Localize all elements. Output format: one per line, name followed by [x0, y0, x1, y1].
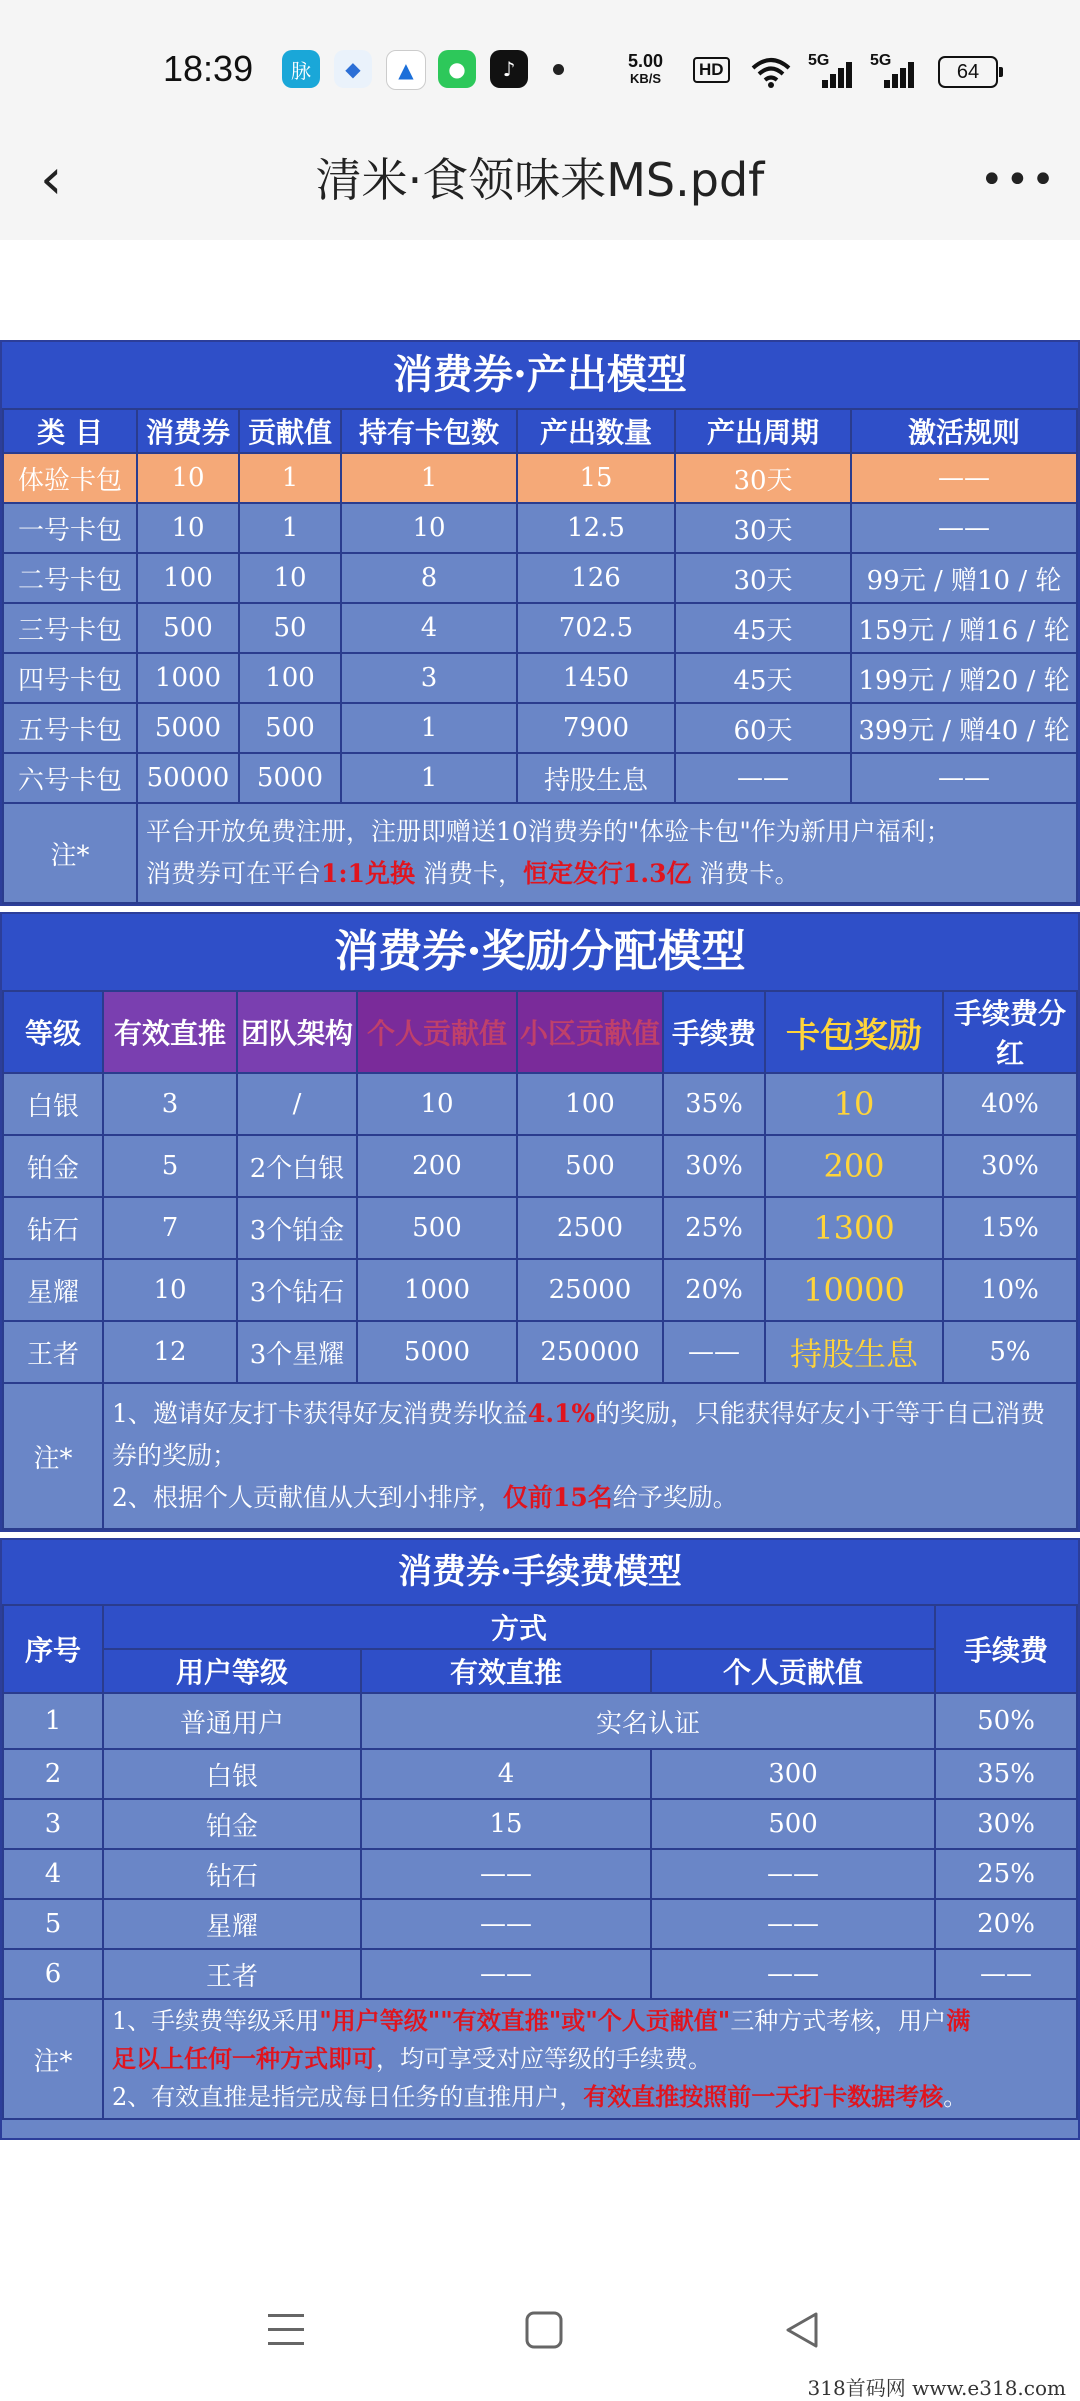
note-fragment: 2、根据个人贡献值从大到小排序，	[112, 1483, 503, 1512]
table-cell: 1000	[137, 653, 239, 703]
table-cell: 王者	[103, 1949, 361, 1999]
table-cell: 10	[239, 553, 341, 603]
table-cell: 99元 / 赠10 / 轮	[851, 553, 1077, 603]
table-cell: 500	[651, 1799, 935, 1849]
column-header: 个人贡献值	[357, 991, 517, 1073]
table-cell: 持股生息	[765, 1321, 943, 1383]
table-cell: 1	[341, 753, 517, 803]
note-label: 注*	[3, 1383, 103, 1529]
back-triangle-icon[interactable]	[782, 2310, 822, 2350]
note-highlight: 恒定发行1.3亿	[523, 859, 692, 888]
note-line	[112, 2040, 1068, 2078]
table-cell: ——	[651, 1899, 935, 1949]
network-type: 5G	[808, 52, 830, 69]
table-cell: 45天	[675, 603, 851, 653]
table-cell: 45天	[675, 653, 851, 703]
table-cell: 王者	[3, 1321, 103, 1383]
table-cell: 200	[765, 1135, 943, 1197]
hd-icon: HD	[693, 57, 730, 83]
table-cell: 10000	[765, 1259, 943, 1321]
table-cell: 3	[3, 1799, 103, 1849]
table-cell: 一号卡包	[3, 503, 137, 553]
app-notification-icon: ◆	[334, 50, 372, 88]
table-cell: 持股生息	[517, 753, 675, 803]
reward-model-section	[0, 912, 1080, 1532]
table-cell: 四号卡包	[3, 653, 137, 703]
status-bar	[0, 0, 1080, 130]
table-cell: ——	[851, 453, 1077, 503]
table-cell: 30天	[675, 553, 851, 603]
signal-icon	[820, 60, 856, 88]
fee-model-table	[2, 1604, 1078, 2120]
pdf-page	[0, 340, 1080, 2140]
column-header: 个人贡献值	[651, 1649, 935, 1693]
status-time: 18:39	[163, 48, 254, 89]
table-cell: 30%	[943, 1135, 1077, 1197]
table-cell: 5000	[137, 703, 239, 753]
table-cell: ——	[651, 1949, 935, 1999]
table-cell: 钻石	[3, 1197, 103, 1259]
table-cell: 六号卡包	[3, 753, 137, 803]
table-cell: 199元 / 赠20 / 轮	[851, 653, 1077, 703]
table-cell: 50%	[935, 1693, 1077, 1749]
table-cell: ——	[651, 1849, 935, 1899]
table-row	[3, 1949, 1077, 1999]
app-notification-icon: 脉	[282, 50, 320, 88]
table-cell: 三号卡包	[3, 603, 137, 653]
table-cell: 5000	[357, 1321, 517, 1383]
table-cell: ——	[361, 1899, 651, 1949]
table-cell: 702.5	[517, 603, 675, 653]
table-cell: 12.5	[517, 503, 675, 553]
app-notification-icon: ▲	[386, 50, 426, 90]
note-fragment: 。	[943, 2083, 968, 2111]
section-title: 消费券·手续费模型	[2, 1540, 1078, 1604]
table-row	[3, 703, 1077, 753]
table-cell: 30%	[663, 1135, 765, 1197]
watermark: 318首码网 www.e318.com	[807, 2376, 1066, 2400]
table-cell: 1	[239, 503, 341, 553]
network-speed-value: 5.00	[628, 51, 664, 71]
column-header: 手续费分红	[943, 991, 1077, 1073]
note-fragment: 1、手续费等级采用	[112, 2007, 320, 2035]
reward-model-table	[2, 990, 1078, 1530]
table-cell: 50	[239, 603, 341, 653]
note-highlight: 足以上任何一种方式即可	[112, 2044, 376, 2073]
table-cell: 10	[137, 453, 239, 503]
table-cell: 15	[361, 1799, 651, 1849]
table-row	[3, 553, 1077, 603]
column-header: 序号	[3, 1605, 103, 1693]
table-row	[3, 1749, 1077, 1799]
column-header: 持有卡包数	[341, 409, 517, 453]
table-cell: 星耀	[103, 1899, 361, 1949]
note-highlight: 1:1兑换	[321, 859, 416, 888]
table-cell: 铂金	[3, 1135, 103, 1197]
column-header: 等级	[3, 991, 103, 1073]
table-row	[3, 453, 1077, 503]
table-cell: 500	[357, 1197, 517, 1259]
note-fragment: ，均可享受对应等级的手续费。	[376, 2045, 712, 2073]
table-cell: 钻石	[103, 1849, 361, 1899]
wechat-icon: ●	[438, 50, 476, 88]
more-notifications-dot	[553, 64, 564, 75]
note-highlight: "用户等级""有效直推"或"个人贡献值"	[319, 2006, 731, 2035]
table-cell: 5%	[943, 1321, 1077, 1383]
column-header: 产出周期	[675, 409, 851, 453]
column-header: 小区贡献值	[517, 991, 663, 1073]
document-title: 清米·食领味来MS.pdf	[315, 153, 765, 207]
table-cell: 40%	[943, 1073, 1077, 1135]
table-cell: 8	[341, 553, 517, 603]
battery-icon: 64	[938, 56, 998, 88]
note-line	[112, 1393, 1068, 1477]
table-cell: 3	[103, 1073, 237, 1135]
table-cell: 五号卡包	[3, 703, 137, 753]
column-header: 有效直推	[103, 991, 237, 1073]
column-header: 有效直推	[361, 1649, 651, 1693]
table-row	[3, 1073, 1077, 1135]
table-cell: 500	[137, 603, 239, 653]
back-chevron-icon[interactable]: ‹	[40, 147, 63, 212]
table-cell: 10	[341, 503, 517, 553]
table-cell: 普通用户	[103, 1693, 361, 1749]
table-cell: 5000	[239, 753, 341, 803]
note-line	[146, 853, 1068, 895]
table-row	[3, 753, 1077, 803]
note-label: 注*	[3, 1999, 103, 2119]
table-cell: 1	[239, 453, 341, 503]
table-cell: ——	[663, 1321, 765, 1383]
table-cell: 白银	[3, 1073, 103, 1135]
table-row	[3, 1693, 1077, 1749]
table-cell: 铂金	[103, 1799, 361, 1849]
section-title: 消费券·产出模型	[2, 342, 1078, 408]
network-type: 5G	[870, 52, 892, 69]
note-highlight: 仅前15名	[502, 1483, 613, 1512]
fee-model-section	[0, 1538, 1080, 2140]
table-cell: 实名认证	[361, 1693, 935, 1749]
table-cell: 7	[103, 1197, 237, 1259]
note-text	[103, 1999, 1077, 2119]
note-fragment: 给予奖励。	[612, 1483, 738, 1512]
table-cell: 1	[341, 453, 517, 503]
table-row	[3, 503, 1077, 553]
table-row	[3, 1899, 1077, 1949]
note-highlight: 有效直推按照前一天打卡数据考核	[583, 2082, 944, 2111]
table-cell: ——	[361, 1849, 651, 1899]
table-cell: 4	[341, 603, 517, 653]
table-cell: 1	[3, 1693, 103, 1749]
table-row	[3, 653, 1077, 703]
note-text	[137, 803, 1077, 903]
table-row	[3, 1259, 1077, 1321]
network-speed	[628, 52, 663, 88]
table-cell: 2500	[517, 1197, 663, 1259]
column-header: 产出数量	[517, 409, 675, 453]
table-cell: 20%	[663, 1259, 765, 1321]
table-cell: 10	[103, 1259, 237, 1321]
table-cell: ——	[675, 753, 851, 803]
column-header: 类 目	[3, 409, 137, 453]
table-cell: 3个铂金	[237, 1197, 357, 1259]
table-cell: 35%	[935, 1749, 1077, 1799]
table-cell: 5	[103, 1135, 237, 1197]
table-cell: 100	[517, 1073, 663, 1135]
output-model-section	[0, 340, 1080, 906]
table-cell: 100	[239, 653, 341, 703]
table-cell: 10%	[943, 1259, 1077, 1321]
note-highlight: 4.1%	[527, 1399, 596, 1428]
column-header: 贡献值	[239, 409, 341, 453]
column-header: 手续费	[663, 991, 765, 1073]
table-cell: 3个钻石	[237, 1259, 357, 1321]
note-line: 平台开放免费注册，注册即赠送10消费券的"体验卡包"作为新用户福利；	[146, 817, 951, 846]
table-cell: ——	[851, 753, 1077, 803]
table-cell: 10	[357, 1073, 517, 1135]
table-cell: 25%	[663, 1197, 765, 1259]
table-cell: 126	[517, 553, 675, 603]
table-cell: 30天	[675, 453, 851, 503]
table-row	[3, 1321, 1077, 1383]
table-cell: 60天	[675, 703, 851, 753]
column-header: 消费券	[137, 409, 239, 453]
table-cell: 30%	[935, 1799, 1077, 1849]
table-cell: 4	[3, 1849, 103, 1899]
table-cell: 1300	[765, 1197, 943, 1259]
note-fragment: 消费卡。	[691, 859, 800, 888]
table-cell: 7900	[517, 703, 675, 753]
table-cell: 体验卡包	[3, 453, 137, 503]
table-row	[3, 1849, 1077, 1899]
table-cell: ——	[361, 1949, 651, 1999]
note-line	[112, 2078, 1068, 2116]
table-cell: 50000	[137, 753, 239, 803]
table-cell: 399元 / 赠40 / 轮	[851, 703, 1077, 753]
note-fragment: 三种方式考核，用户	[730, 2007, 947, 2035]
table-cell: 二号卡包	[3, 553, 137, 603]
table-cell: 200	[357, 1135, 517, 1197]
note-line	[112, 1477, 1068, 1519]
wifi-icon	[750, 56, 792, 88]
note-fragment: 1、邀请好友打卡获得好友消费券收益	[112, 1399, 528, 1428]
table-cell: 3	[341, 653, 517, 703]
table-cell: 35%	[663, 1073, 765, 1135]
table-cell: 20%	[935, 1899, 1077, 1949]
note-label: 注*	[3, 803, 137, 903]
column-header: 卡包奖励	[765, 991, 943, 1073]
table-cell: 星耀	[3, 1259, 103, 1321]
table-cell: 15%	[943, 1197, 1077, 1259]
table-row	[3, 1135, 1077, 1197]
table-cell: /	[237, 1073, 357, 1135]
output-model-table	[2, 408, 1078, 904]
table-cell: 4	[361, 1749, 651, 1799]
table-cell: 1	[341, 703, 517, 753]
table-cell: 500	[239, 703, 341, 753]
table-cell: 500	[517, 1135, 663, 1197]
table-row	[3, 603, 1077, 653]
column-header: 手续费	[935, 1605, 1077, 1693]
table-cell: 白银	[103, 1749, 361, 1799]
note-fragment: 的奖励，只能获得好友小于等于自己消费券的奖励；	[112, 1399, 1046, 1470]
table-cell: 15	[517, 453, 675, 503]
column-header: 用户等级	[103, 1649, 361, 1693]
table-cell: 1450	[517, 653, 675, 703]
tiktok-icon: ♪	[490, 50, 528, 88]
table-cell: 12	[103, 1321, 237, 1383]
home-square-icon[interactable]	[524, 2310, 564, 2350]
column-header: 团队架构	[237, 991, 357, 1073]
note-fragment: 消费券可在平台	[146, 859, 322, 888]
table-cell: 10	[137, 503, 239, 553]
table-cell: 3个星耀	[237, 1321, 357, 1383]
app-header	[0, 130, 1080, 240]
note-fragment: 消费卡，	[415, 859, 523, 888]
table-cell: ——	[851, 503, 1077, 553]
network-speed-unit: KB/S	[629, 71, 662, 86]
more-dots-icon[interactable]: •••	[980, 157, 1057, 203]
note-text	[103, 1383, 1077, 1529]
note-highlight: 满	[946, 2006, 971, 2035]
table-row	[3, 1197, 1077, 1259]
section-title: 消费券·奖励分配模型	[2, 914, 1078, 990]
table-cell: 10	[765, 1073, 943, 1135]
note-fragment: 2、有效直推是指完成每日任务的直推用户，	[112, 2083, 584, 2111]
column-header: 激活规则	[851, 409, 1077, 453]
table-cell: 159元 / 赠16 / 轮	[851, 603, 1077, 653]
menu-icon[interactable]	[266, 2312, 306, 2348]
table-cell: 5	[3, 1899, 103, 1949]
table-cell: 300	[651, 1749, 935, 1799]
signal-icon	[882, 60, 918, 88]
table-row	[3, 1799, 1077, 1849]
column-header: 方式	[103, 1605, 935, 1649]
table-cell: 1000	[357, 1259, 517, 1321]
table-cell: 250000	[517, 1321, 663, 1383]
table-cell: 100	[137, 553, 239, 603]
table-cell: 2个白银	[237, 1135, 357, 1197]
note-line	[112, 2002, 1068, 2040]
table-cell: 25000	[517, 1259, 663, 1321]
table-cell: ——	[935, 1949, 1077, 1999]
table-cell: 2	[3, 1749, 103, 1799]
table-cell: 30天	[675, 503, 851, 553]
table-cell: 6	[3, 1949, 103, 1999]
table-cell: 25%	[935, 1849, 1077, 1899]
